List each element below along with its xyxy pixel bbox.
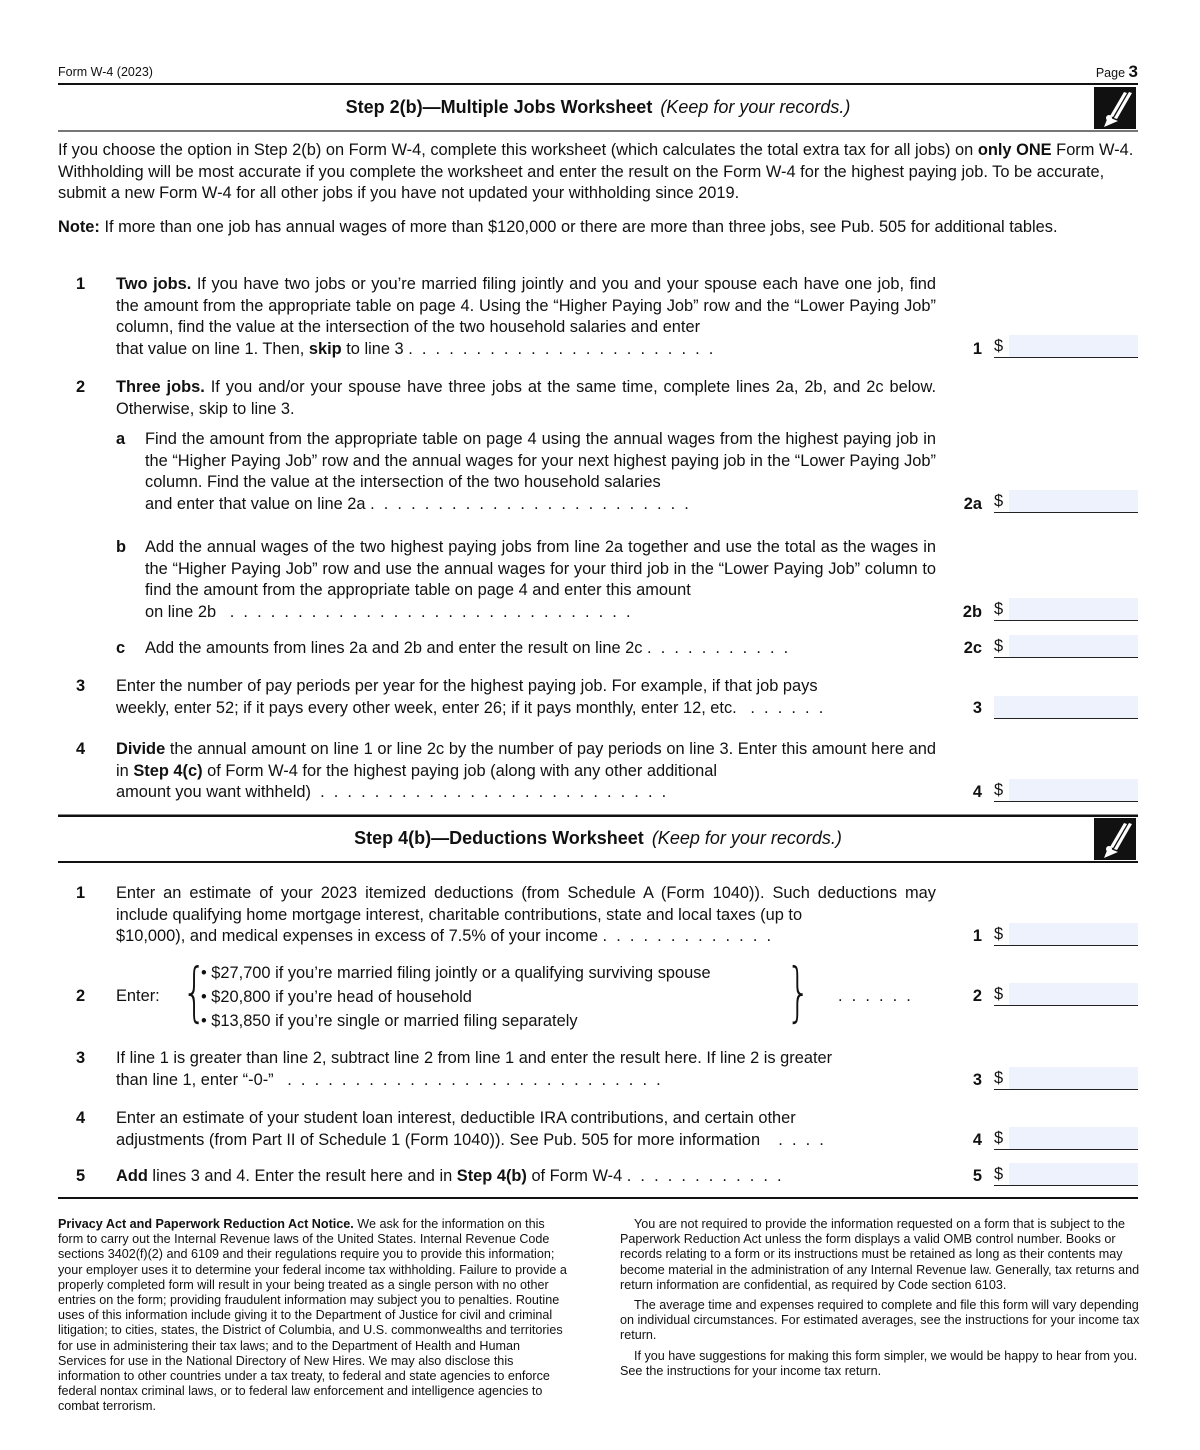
line-text [145,429,936,515]
line-number: 4 [76,1109,86,1127]
line-text [116,1108,936,1151]
line-body: Add the amounts from lines 2a and 2b and enter the result on line 2c [145,639,643,657]
page-header [58,62,1138,84]
line-ref: 2c [963,639,982,657]
ded-line-5-field [994,1163,1138,1186]
line-text [116,1166,936,1188]
worksheet-note [58,217,1138,239]
line-sub-letter: c [116,639,126,657]
option-hoh: • $20,800 if you’re head of household [201,988,472,1006]
leader-dots: . . . . . . . . . . . . [622,1167,782,1185]
line-last [116,926,936,948]
line-last-text: on line 2b [145,602,217,621]
line-ref: 3 [972,698,982,717]
line-ref: 2 [972,987,982,1005]
line-ref: 5 [972,1167,982,1185]
line-last [116,1130,936,1152]
line-ref: 2a [963,494,982,513]
leader-dots: . . . . . . . . . . . . . . . . . . . . . . . . . . . . [273,1070,661,1089]
mj-line-2c-field [994,635,1138,658]
option-single: • $13,850 if you’re single or married filing separately [201,1012,578,1030]
worksheet-title: Step 2(b)—Multiple Jobs Worksheet [345,97,653,117]
line-last-text: than line 1, enter “-0-” [116,1070,274,1089]
mj-line-2b-field [994,598,1138,621]
line-ref: 1 [972,339,982,358]
line-bold: Three jobs. [116,378,205,396]
line-sub-letter: a [116,430,126,448]
page-number-value: 3 [1128,62,1138,81]
mj-line-1-input[interactable] [1009,335,1138,357]
line-ref: 3 [972,1070,982,1089]
line-body: Add the annual wages of the two highest paying jobs from line 2a together and use the total as the wages in the “Higher Paying Job” row and use the annual wages for your third job in the “Lower Paying Job” column to find the amount from the appropriate table on page 4 and enter this amount [145,538,936,600]
line-text [116,1048,936,1091]
time-paragraph: The average time and expenses required to complete and file this form will vary depending on individual circumstances. For estimated averages, see the instructions for your income tax return. [620,1298,1140,1343]
line-text [116,739,936,804]
line-bold: Two jobs. [116,275,192,293]
line-text [116,676,936,719]
pencil-icon [1094,87,1136,129]
ded-line-1-input[interactable] [1009,923,1138,945]
ded-line-4-input[interactable] [1009,1127,1138,1149]
deductions-worksheet-title [58,828,1138,849]
intro-text-2: Form W-4. Withholding will be most accurate if you complete the worksheet and enter the result on the Form W-4 for the highest paying job. To be accurate, submit a new Form W-4 for all other jobs if you have not updated your withholding since 2019. [58,141,1134,203]
line-last-text: that value on line 1. Then, [116,339,309,358]
worksheet-intro [58,140,1138,205]
omb-paragraph: You are not required to provide the information requested on a form that is subject to the Paperwork Reduction Act unless the form displays a valid OMB control number. Books or records relating to a form or its instructions must be retained as long as their contents may become material in the administration of any Internal Revenue law. Generally, tax returns and return information are confidential, as required by Code section 6103. [620,1217,1140,1292]
line-last-text: amount you want withheld) [116,783,311,802]
line-last-text: adjustments (from Part II of Schedule 1 (Form 1040)). See Pub. 505 for more information [116,1130,761,1149]
line-text [145,537,936,623]
line-body: the annual amount on line 1 or line 2c by the number of pay periods on line 3. Enter this amount here and in [116,740,936,780]
ded-line-2-input[interactable] [1009,983,1138,1005]
line-body: If line 1 is greater than line 2, subtract line 2 from line 1 and enter the result here. If line 2 is greater [116,1049,833,1067]
dollar-sign: $ [994,637,1004,655]
line-number: 1 [76,275,86,293]
line-body-2: of Form W-4 [526,1167,623,1185]
line-number: 2 [76,378,86,396]
line-number: 3 [76,677,86,695]
line-bold-2: Step 4(c) [133,761,203,780]
dollar-sign: $ [994,1069,1004,1087]
line-last [116,698,936,720]
mj-line-4-input[interactable] [1009,779,1138,801]
multiple-jobs-worksheet-title [58,97,1138,118]
mj-line-2c-input[interactable] [1009,635,1138,657]
dollar-sign: $ [994,600,1004,618]
dollar-sign: $ [994,1129,1004,1147]
ded-line-1-field [994,923,1138,946]
note-text: If more than one job has annual wages of more than $120,000 or there are more than three jobs, see Pub. 505 for additional tables. [99,218,1058,236]
line-ref: 2b [962,602,982,621]
line-body: If you have two jobs or you’re married filing jointly and you and your spouse each have one job, find the amount from the appropriate table on page 4. Using the “Higher Paying Job” row and the “Lower Paying Job” column, find the value at the intersection of the two household salaries and enter [116,275,936,337]
line-last-text: $10,000), and medical expenses in excess of 7.5% of your income [116,927,598,946]
line-sub-letter: b [116,538,127,556]
note-label: Note: [58,218,100,236]
section-rule [58,861,1138,863]
line-last [145,602,936,624]
line-text [116,377,936,420]
worksheet-subtitle: (Keep for your records.) [660,97,851,117]
line-number: 4 [76,740,86,758]
pencil-icon [1094,818,1136,860]
line-last [116,339,936,361]
line-ref: 4 [972,783,982,802]
dollar-sign: $ [994,1165,1004,1183]
mj-line-1-field [994,335,1138,358]
privacy-notice [58,1217,568,1420]
worksheet-title: Step 4(b)—Deductions Worksheet [354,828,644,848]
standard-deduction-options [201,961,711,1033]
dollar-sign: $ [994,925,1004,943]
header-rule [58,83,1138,85]
line-last-text-2: to line 3 [341,339,404,358]
enter-label: Enter: [116,987,160,1005]
line-last [116,782,936,804]
page-number [1096,62,1138,82]
left-brace: { [182,956,207,1030]
line-last-text: weekly, enter 52; if it pays every other week, enter 26; if it pays monthly, enter 12, etc. [116,698,737,717]
leader-dots: . . . . . . [736,698,824,717]
section-rule [58,130,1138,132]
line-ref: 1 [972,927,982,946]
line-last [145,494,936,516]
leader-dots: . . . . . . . . . . . . . [597,927,772,946]
option-mfj: • $27,700 if you’re married filing jointly or a qualifying surviving spouse [201,964,711,982]
mj-line-3-input[interactable] [994,696,1138,718]
footer-rule [58,1197,1138,1199]
leader-dots: . . . . . . . . . . . . . . . . . . . . . . . . . . [310,783,667,802]
right-brace: } [786,956,811,1030]
leader-dots: . . . . . . . . . . . . . . . . . . . . . . . . . . . . . . [216,602,631,621]
mj-line-4-field [994,779,1138,802]
line-last [116,1166,936,1188]
line-body: Enter an estimate of your student loan interest, deductible IRA contributions, and certain other [116,1109,796,1127]
line-text [116,274,936,360]
line-last-bold: skip [308,339,342,358]
ded-line-3-field [994,1067,1138,1090]
leader-dots: . . . . . . . . . . . . . . . . . . . . . . . . [365,494,689,513]
page-label: Page [1095,66,1126,80]
line-body: lines 3 and 4. Enter the result here and in [147,1167,457,1185]
intro-bold: only ONE [977,141,1052,159]
leader-dots: . . . . . . . . . . . . . . . . . . . . . . . [403,339,714,358]
dollar-sign: $ [994,781,1004,799]
ded-line-2-field [994,983,1138,1006]
leader-dots: . . . . . . [838,987,911,1005]
line-bold: Divide [116,740,166,758]
intro-text: If you choose the option in Step 2(b) on Form W-4, complete this worksheet (which calculates the total extra tax for all jobs) on [58,141,978,159]
line-body-2: of Form W-4 for the highest paying job (along with any other additional [202,761,718,780]
section-divider [58,814,1138,817]
privacy-paragraph [58,1217,568,1415]
line-text [116,883,936,948]
line-last-text: and enter that value on line 2a [145,494,366,513]
line-bold: Add [116,1167,148,1185]
privacy-text: We ask for the information on this form to carry out the Internal Revenue laws of the United States. Internal Revenue Code sections 3402(f)(2) and 6109 and their regulations require you to provide this information; your employer uses it to determine your federal income tax withholding. Failure to provide a properly completed form will result in your being treated as a single person with no other entries on the form; providing fraudulent information may subject you to penalties. Routine uses of this information include giving it to the Department of Justice for civil and criminal litigation; to cities, states, the District of Columbia, and U.S. commonwealths and territories for use in administering their tax laws; and to the Department of Health and Human Services for use in the National Directory of New Hires. We may also disclose this information to other countries under a tax treaty, to federal and state agencies to enforce federal nontax criminal laws, or to federal law enforcement and intelligence agencies to combat terrorism. [58,1217,567,1414]
worksheet-subtitle: (Keep for your records.) [651,828,842,848]
line-body: Find the amount from the appropriate table on page 4 using the annual wages from the highest paying job in the “Higher Paying Job” row and the annual wages for your next highest paying job in the “Lower Paying Job” column. Find the value at the intersection of the two household salaries [145,430,936,492]
line-body: Enter an estimate of your 2023 itemized deductions (from Schedule A (Form 1040)). Such deductions may include qualifying home mortgage interest, charitable contributions, state and local taxes (up to [116,884,936,924]
privacy-title: Privacy Act and Paperwork Reduction Act Notice. [58,1217,354,1231]
line-last [145,638,936,660]
paperwork-notice [620,1217,1140,1384]
line-last [116,1070,936,1092]
line-number: 1 [76,884,86,902]
line-number: 2 [76,987,86,1005]
ded-line-3-input[interactable] [1009,1067,1138,1089]
mj-line-2a-field [994,490,1138,513]
line-number: 3 [76,1049,86,1067]
line-body: If you and/or your spouse have three jobs at the same time, complete lines 2a, 2b, and 2c below. Otherwise, skip to line 3. [116,378,937,418]
line-ref: 4 [972,1130,982,1149]
ded-line-4-field [994,1127,1138,1150]
mj-line-2b-input[interactable] [1009,598,1138,620]
dollar-sign: $ [994,337,1004,355]
line-number: 5 [76,1167,86,1185]
line-body: Enter the number of pay periods per year for the highest paying job. For example, if that job pays [116,677,818,695]
form-id: Form W-4 (2023) [58,65,153,79]
mj-line-3-field [994,696,1138,719]
dollar-sign: $ [994,985,1004,1003]
suggestions-paragraph: If you have suggestions for making this form simpler, we would be happy to hear from you. See the instructions for your income tax return. [620,1348,1138,1378]
leader-dots: . . . . [760,1130,824,1149]
line-text [145,638,936,660]
mj-line-2a-input[interactable] [1009,490,1138,512]
line-bold-2: Step 4(b) [456,1167,527,1185]
dollar-sign: $ [994,492,1004,510]
leader-dots: . . . . . . . . . . . [642,639,789,657]
ded-line-5-input[interactable] [1009,1163,1138,1185]
